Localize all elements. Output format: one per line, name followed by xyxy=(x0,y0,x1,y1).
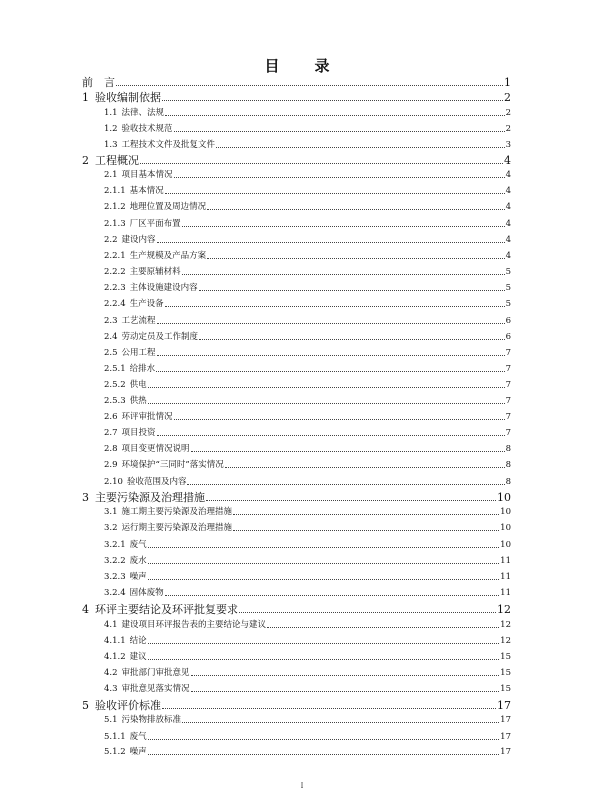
toc-entry[interactable] xyxy=(104,413,511,422)
toc-entry-text: 环境保护“三同时”落实情况 xyxy=(121,460,224,470)
toc-dot-leader xyxy=(165,115,505,116)
toc-entry[interactable] xyxy=(104,669,511,678)
toc-entry-text: 固体废物 xyxy=(129,588,164,598)
toc-entry-page-number: 7 xyxy=(505,396,511,406)
toc-entry-text: 验收评价标准 xyxy=(95,699,161,712)
toc-entry-number: 4.1.1 xyxy=(104,636,126,646)
toc-entry-label xyxy=(104,461,224,470)
toc-dot-leader xyxy=(165,193,505,194)
toc-entry-text: 工艺流程 xyxy=(121,316,156,326)
toc-entry[interactable] xyxy=(104,381,511,390)
toc-dot-leader xyxy=(156,371,504,372)
toc-entry-page-number: 15 xyxy=(500,652,511,662)
toc-entry-number: 2 xyxy=(82,154,89,167)
toc-dot-leader xyxy=(233,514,499,515)
toc-entry-text: 供电 xyxy=(129,380,147,390)
toc-dot-leader xyxy=(162,100,503,101)
toc-entry-label xyxy=(104,171,173,180)
toc-entry-number: 2.3 xyxy=(104,316,118,326)
toc-entry-label xyxy=(104,252,206,261)
toc-entry[interactable] xyxy=(82,700,511,711)
toc-entry-number: 5 xyxy=(82,699,89,712)
toc-entry[interactable] xyxy=(82,155,511,166)
toc-entry-label xyxy=(104,300,164,309)
toc-dot-leader xyxy=(239,612,496,613)
toc-entry[interactable] xyxy=(104,187,511,196)
toc-entry-text: 环评审批情况 xyxy=(121,412,173,422)
toc-entry-label xyxy=(82,700,161,711)
toc-entry-text: 公用工程 xyxy=(121,348,156,358)
toc-entry-page-number: 15 xyxy=(500,684,511,694)
toc-dot-leader xyxy=(140,163,503,164)
toc-entry-page-number: 6 xyxy=(505,332,511,342)
toc-entry-label xyxy=(104,413,173,422)
toc-entry-text: 建设项目环评报告表的主要结论与建议 xyxy=(121,620,267,630)
toc-entry-page-number: 11 xyxy=(500,556,511,566)
toc-entry-label xyxy=(104,669,190,678)
toc-entry-page-number: 17 xyxy=(497,699,511,712)
toc-entry[interactable] xyxy=(104,621,511,630)
toc-entry-text: 项目投资 xyxy=(121,428,156,438)
toc-entry-text: 验收技术规范 xyxy=(121,124,173,134)
toc-entry-number: 2.1 xyxy=(104,170,118,180)
toc-entry-label xyxy=(104,187,164,196)
toc-dot-leader xyxy=(216,147,505,148)
toc-entry[interactable] xyxy=(104,365,511,374)
toc-entry[interactable] xyxy=(104,508,511,517)
toc-entry-number: 2.5.1 xyxy=(104,364,126,374)
toc-entry-number: 4.1.2 xyxy=(104,652,126,662)
toc-entry-text: 建设内容 xyxy=(121,235,156,245)
toc-entry-text: 劳动定员及工作制度 xyxy=(121,332,199,342)
toc-entry-label xyxy=(104,685,190,694)
toc-entry-text: 结论 xyxy=(129,636,147,646)
toc-entry-label xyxy=(104,236,156,245)
toc-entry-number: 1.2 xyxy=(104,124,118,134)
toc-entry-page-number: 11 xyxy=(500,588,511,598)
toc-entry-number: 2.1.1 xyxy=(104,186,126,196)
toc-entry[interactable] xyxy=(104,203,511,212)
toc-entry-label xyxy=(104,203,206,212)
toc-entry[interactable] xyxy=(104,557,511,566)
toc-entry-label xyxy=(104,429,156,438)
toc-entry-number: 2.5.3 xyxy=(104,396,126,406)
toc-entry[interactable] xyxy=(104,541,511,550)
page-footer-mark: I xyxy=(300,782,304,790)
toc-entry-page-number: 10 xyxy=(500,507,511,517)
toc-dot-leader xyxy=(182,274,505,275)
toc-entry-text: 生产规模及产品方案 xyxy=(129,251,207,261)
toc-entry-text: 地理位置及周边情况 xyxy=(129,202,207,212)
toc-entry-page-number: 7 xyxy=(505,380,511,390)
toc-entry-text: 验收范围及内容 xyxy=(126,477,187,487)
toc-entry-number: 2.10 xyxy=(104,477,123,487)
toc-entry-page-number: 4 xyxy=(505,202,511,212)
toc-entry[interactable] xyxy=(104,300,511,309)
toc-entry-number: 2.8 xyxy=(104,444,118,454)
toc-dot-leader xyxy=(191,691,500,692)
toc-entry-number: 3.1 xyxy=(104,507,118,517)
toc-entry[interactable] xyxy=(104,573,511,582)
toc-entry-text: 污染物排放标准 xyxy=(121,715,182,725)
toc-entry[interactable] xyxy=(82,492,511,503)
toc-entry-page-number: 10 xyxy=(500,540,511,550)
toc-entry-text: 审批意见落实情况 xyxy=(121,684,190,694)
toc-entry-page-number: 5 xyxy=(505,283,511,293)
toc-entry-label xyxy=(104,508,232,517)
toc-entry-label xyxy=(104,317,156,326)
toc-entry-label xyxy=(104,589,164,598)
toc-entry-label xyxy=(104,333,198,342)
toc-entry-text: 主要污染源及治理措施 xyxy=(95,491,205,504)
toc-entry-text: 给排水 xyxy=(129,364,156,374)
toc-entry-label xyxy=(82,604,238,615)
toc-entry-page-number: 4 xyxy=(505,235,511,245)
toc-dot-leader xyxy=(199,339,505,340)
toc-entry-page-number: 12 xyxy=(500,636,511,646)
toc-entry-page-number: 7 xyxy=(505,364,511,374)
toc-entry-number: 1 xyxy=(82,91,89,104)
toc-entry[interactable] xyxy=(104,349,511,358)
toc-entry-number: 2.5.2 xyxy=(104,380,126,390)
toc-entry-text: 运行期主要污染源及治理措施 xyxy=(121,523,233,533)
toc-entry-number: 3 xyxy=(82,491,89,504)
toc-entry-text: 噪声 xyxy=(129,747,147,757)
toc-entry-label xyxy=(104,365,155,374)
toc-entry-label xyxy=(82,155,139,166)
toc-entry-number: 3.2 xyxy=(104,523,118,533)
toc-dot-leader xyxy=(148,739,500,740)
toc-entry[interactable] xyxy=(104,236,511,245)
toc-entry-label xyxy=(104,268,181,277)
toc-entry-number: 2.2.3 xyxy=(104,283,126,293)
toc-entry[interactable] xyxy=(82,77,511,88)
toc-entry-number: 4.3 xyxy=(104,684,118,694)
toc-entry[interactable] xyxy=(104,685,511,694)
toc-entry-label xyxy=(104,397,147,406)
toc-entry-text: 验收编制依据 xyxy=(95,91,161,104)
toc-dot-leader xyxy=(162,708,496,709)
toc-entry[interactable] xyxy=(104,220,511,229)
toc-entry-text: 供热 xyxy=(129,396,147,406)
toc-entry-page-number: 8 xyxy=(505,444,511,454)
toc-entry-number: 2.2.2 xyxy=(104,267,126,277)
toc-entry-text: 主体设施建设内容 xyxy=(129,283,198,293)
toc-entry-page-number: 2 xyxy=(505,108,511,118)
toc-dot-leader xyxy=(207,258,504,259)
toc-entry[interactable] xyxy=(104,333,511,342)
toc-entry-text: 审批部门审批意见 xyxy=(121,668,190,678)
toc-entry-page-number: 17 xyxy=(500,732,511,742)
toc-entry[interactable] xyxy=(104,653,511,662)
toc-entry-label xyxy=(104,653,147,662)
toc-entry-page-number: 5 xyxy=(505,267,511,277)
toc-entry-label xyxy=(104,716,181,725)
toc-entry[interactable] xyxy=(104,478,511,487)
toc-entry-text: 建议 xyxy=(129,652,147,662)
toc-entry-number: 4 xyxy=(82,603,89,616)
toc-dot-leader xyxy=(233,530,499,531)
toc-entry-label xyxy=(82,492,205,503)
toc-entry-number: 4.1 xyxy=(104,620,118,630)
toc-entry-page-number: 3 xyxy=(505,140,511,150)
toc-dot-leader xyxy=(174,177,505,178)
toc-entry[interactable] xyxy=(104,716,511,725)
toc-entry-number: 2.5 xyxy=(104,348,118,358)
toc-entry-label xyxy=(104,220,181,229)
toc-entry-text: 前 言 xyxy=(82,76,115,89)
toc-entry-page-number: 4 xyxy=(505,170,511,180)
toc-entry-text: 废气 xyxy=(129,732,147,742)
toc-entry-number: 2.6 xyxy=(104,412,118,422)
toc-entry-page-number: 8 xyxy=(505,460,511,470)
toc-entry-label xyxy=(104,748,147,757)
toc-entry[interactable] xyxy=(82,92,511,103)
toc-dot-leader xyxy=(148,387,505,388)
toc-entry-label xyxy=(104,445,190,454)
toc-entry-label xyxy=(104,141,215,150)
toc-entry-text: 噪声 xyxy=(129,572,147,582)
toc-entry-number: 5.1.1 xyxy=(104,732,126,742)
toc-entry-number: 2.7 xyxy=(104,428,118,438)
toc-dot-leader xyxy=(148,547,500,548)
toc-entry-page-number: 6 xyxy=(505,316,511,326)
toc-entry-page-number: 2 xyxy=(505,124,511,134)
toc-dot-leader xyxy=(148,659,500,660)
toc-dot-leader xyxy=(199,290,505,291)
toc-entry-number: 3.2.4 xyxy=(104,588,126,598)
toc-entry-label xyxy=(104,125,173,134)
toc-entry-page-number: 1 xyxy=(504,76,511,89)
toc-entry-text: 生产设备 xyxy=(129,299,164,309)
toc-entry-number: 2.9 xyxy=(104,460,118,470)
toc-dot-leader xyxy=(165,595,500,596)
toc-entry-page-number: 12 xyxy=(500,620,511,630)
toc-entry-page-number: 4 xyxy=(504,154,511,167)
toc-entry-page-number: 8 xyxy=(505,477,511,487)
toc-entry[interactable] xyxy=(104,268,511,277)
toc-dot-leader xyxy=(174,131,505,132)
toc-entry[interactable] xyxy=(104,429,511,438)
toc-entry-number: 2.1.2 xyxy=(104,202,126,212)
toc-entry-number: 5.1.2 xyxy=(104,747,126,757)
toc-dot-leader xyxy=(157,435,505,436)
toc-entry-page-number: 10 xyxy=(497,491,511,504)
toc-entry-label xyxy=(104,573,147,582)
toc-entry[interactable] xyxy=(104,397,511,406)
toc-entry-page-number: 7 xyxy=(505,428,511,438)
toc-title: 目 录 xyxy=(264,57,340,75)
toc-entry-number: 2.2.1 xyxy=(104,251,126,261)
toc-entry-label xyxy=(104,733,147,742)
toc-dot-leader xyxy=(225,467,505,468)
toc-entry-label xyxy=(104,541,147,550)
toc-entry-number: 3.2.2 xyxy=(104,556,126,566)
toc-dot-leader xyxy=(165,306,505,307)
toc-entry-label xyxy=(104,109,164,118)
toc-entry-label xyxy=(104,478,186,487)
toc-entry-number: 4.2 xyxy=(104,668,118,678)
toc-entry[interactable] xyxy=(104,125,511,134)
toc-entry-label xyxy=(104,524,232,533)
toc-entry-label xyxy=(104,621,266,630)
toc-entry[interactable] xyxy=(104,637,511,646)
toc-dot-leader xyxy=(206,500,496,501)
toc-entry-page-number: 7 xyxy=(505,348,511,358)
toc-entry-text: 项目基本情况 xyxy=(121,170,173,180)
toc-entry[interactable] xyxy=(104,445,511,454)
toc-entry-number: 3.2.3 xyxy=(104,572,126,582)
toc-entry[interactable] xyxy=(104,171,511,180)
toc-dot-leader xyxy=(148,563,500,564)
toc-entry-text: 基本情况 xyxy=(129,186,164,196)
toc-entry[interactable] xyxy=(104,109,511,118)
toc-entry-number: 3.2.1 xyxy=(104,540,126,550)
toc-dot-leader xyxy=(191,675,500,676)
toc-dot-leader xyxy=(116,85,503,86)
toc-entry-number: 2.2.4 xyxy=(104,299,126,309)
toc-entry-page-number: 4 xyxy=(505,251,511,261)
toc-entry-text: 施工期主要污染源及治理措施 xyxy=(121,507,233,517)
toc-entry-page-number: 11 xyxy=(500,572,511,582)
toc-entry-number: 2.1.3 xyxy=(104,219,126,229)
toc-entry-text: 厂区平面布置 xyxy=(129,219,181,229)
toc-dot-leader xyxy=(191,451,505,452)
toc-entry-page-number: 4 xyxy=(505,186,511,196)
toc-dot-leader xyxy=(174,419,505,420)
toc-entry-label xyxy=(82,92,161,103)
toc-entry[interactable] xyxy=(104,748,511,757)
toc-entry-page-number: 17 xyxy=(500,747,511,757)
toc-dot-leader xyxy=(187,484,504,485)
toc-entry-page-number: 17 xyxy=(500,715,511,725)
toc-dot-leader xyxy=(157,242,505,243)
toc-dot-leader xyxy=(267,627,499,628)
toc-entry[interactable] xyxy=(104,141,511,150)
toc-entry-page-number: 12 xyxy=(497,603,511,616)
toc-entry-label xyxy=(104,381,147,390)
toc-entry-number: 2.2 xyxy=(104,235,118,245)
toc-entry-number: 2.4 xyxy=(104,332,118,342)
toc-entry[interactable] xyxy=(104,524,511,533)
toc-entry[interactable] xyxy=(104,589,511,598)
toc-entry[interactable] xyxy=(82,604,511,615)
toc-entry-text: 废气 xyxy=(129,540,147,550)
toc-entry-label xyxy=(104,637,147,646)
toc-entry-text: 法律、法规 xyxy=(121,108,165,118)
toc-entry[interactable] xyxy=(104,461,511,470)
toc-entry-page-number: 5 xyxy=(505,299,511,309)
toc-entry-page-number: 4 xyxy=(505,219,511,229)
toc-dot-leader xyxy=(182,722,499,723)
toc-entry-label xyxy=(82,77,115,88)
toc-dot-leader xyxy=(157,323,505,324)
toc-dot-leader xyxy=(148,754,500,755)
toc-entry[interactable] xyxy=(104,733,511,742)
toc-entry-text: 主要原辅材料 xyxy=(129,267,181,277)
toc-entry-page-number: 2 xyxy=(504,91,511,104)
toc-entry-number: 1.1 xyxy=(104,108,118,118)
toc-entry-number: 1.3 xyxy=(104,140,118,150)
toc-entry-text: 环评主要结论及环评批复要求 xyxy=(95,603,238,616)
toc-dot-leader xyxy=(148,579,500,580)
toc-entry-page-number: 10 xyxy=(500,523,511,533)
toc-entry-label xyxy=(104,557,147,566)
toc-entry-text: 项目变更情况说明 xyxy=(121,444,190,454)
toc-entry-text: 工程概况 xyxy=(95,154,139,167)
toc-dot-leader xyxy=(207,209,504,210)
toc-entry-page-number: 7 xyxy=(505,412,511,422)
toc-entry-page-number: 15 xyxy=(500,668,511,678)
toc-entry-label xyxy=(104,284,198,293)
toc-dot-leader xyxy=(148,403,505,404)
toc-dot-leader xyxy=(157,355,505,356)
toc-entry-text: 废水 xyxy=(129,556,147,566)
toc-entry[interactable] xyxy=(104,252,511,261)
toc-entry-label xyxy=(104,349,156,358)
toc-entry[interactable] xyxy=(104,284,511,293)
toc-entry-number: 5.1 xyxy=(104,715,118,725)
toc-entry-text: 工程技术文件及批复文件 xyxy=(121,140,216,150)
toc-entry[interactable] xyxy=(104,317,511,326)
toc-dot-leader xyxy=(148,643,500,644)
toc-dot-leader xyxy=(182,226,505,227)
